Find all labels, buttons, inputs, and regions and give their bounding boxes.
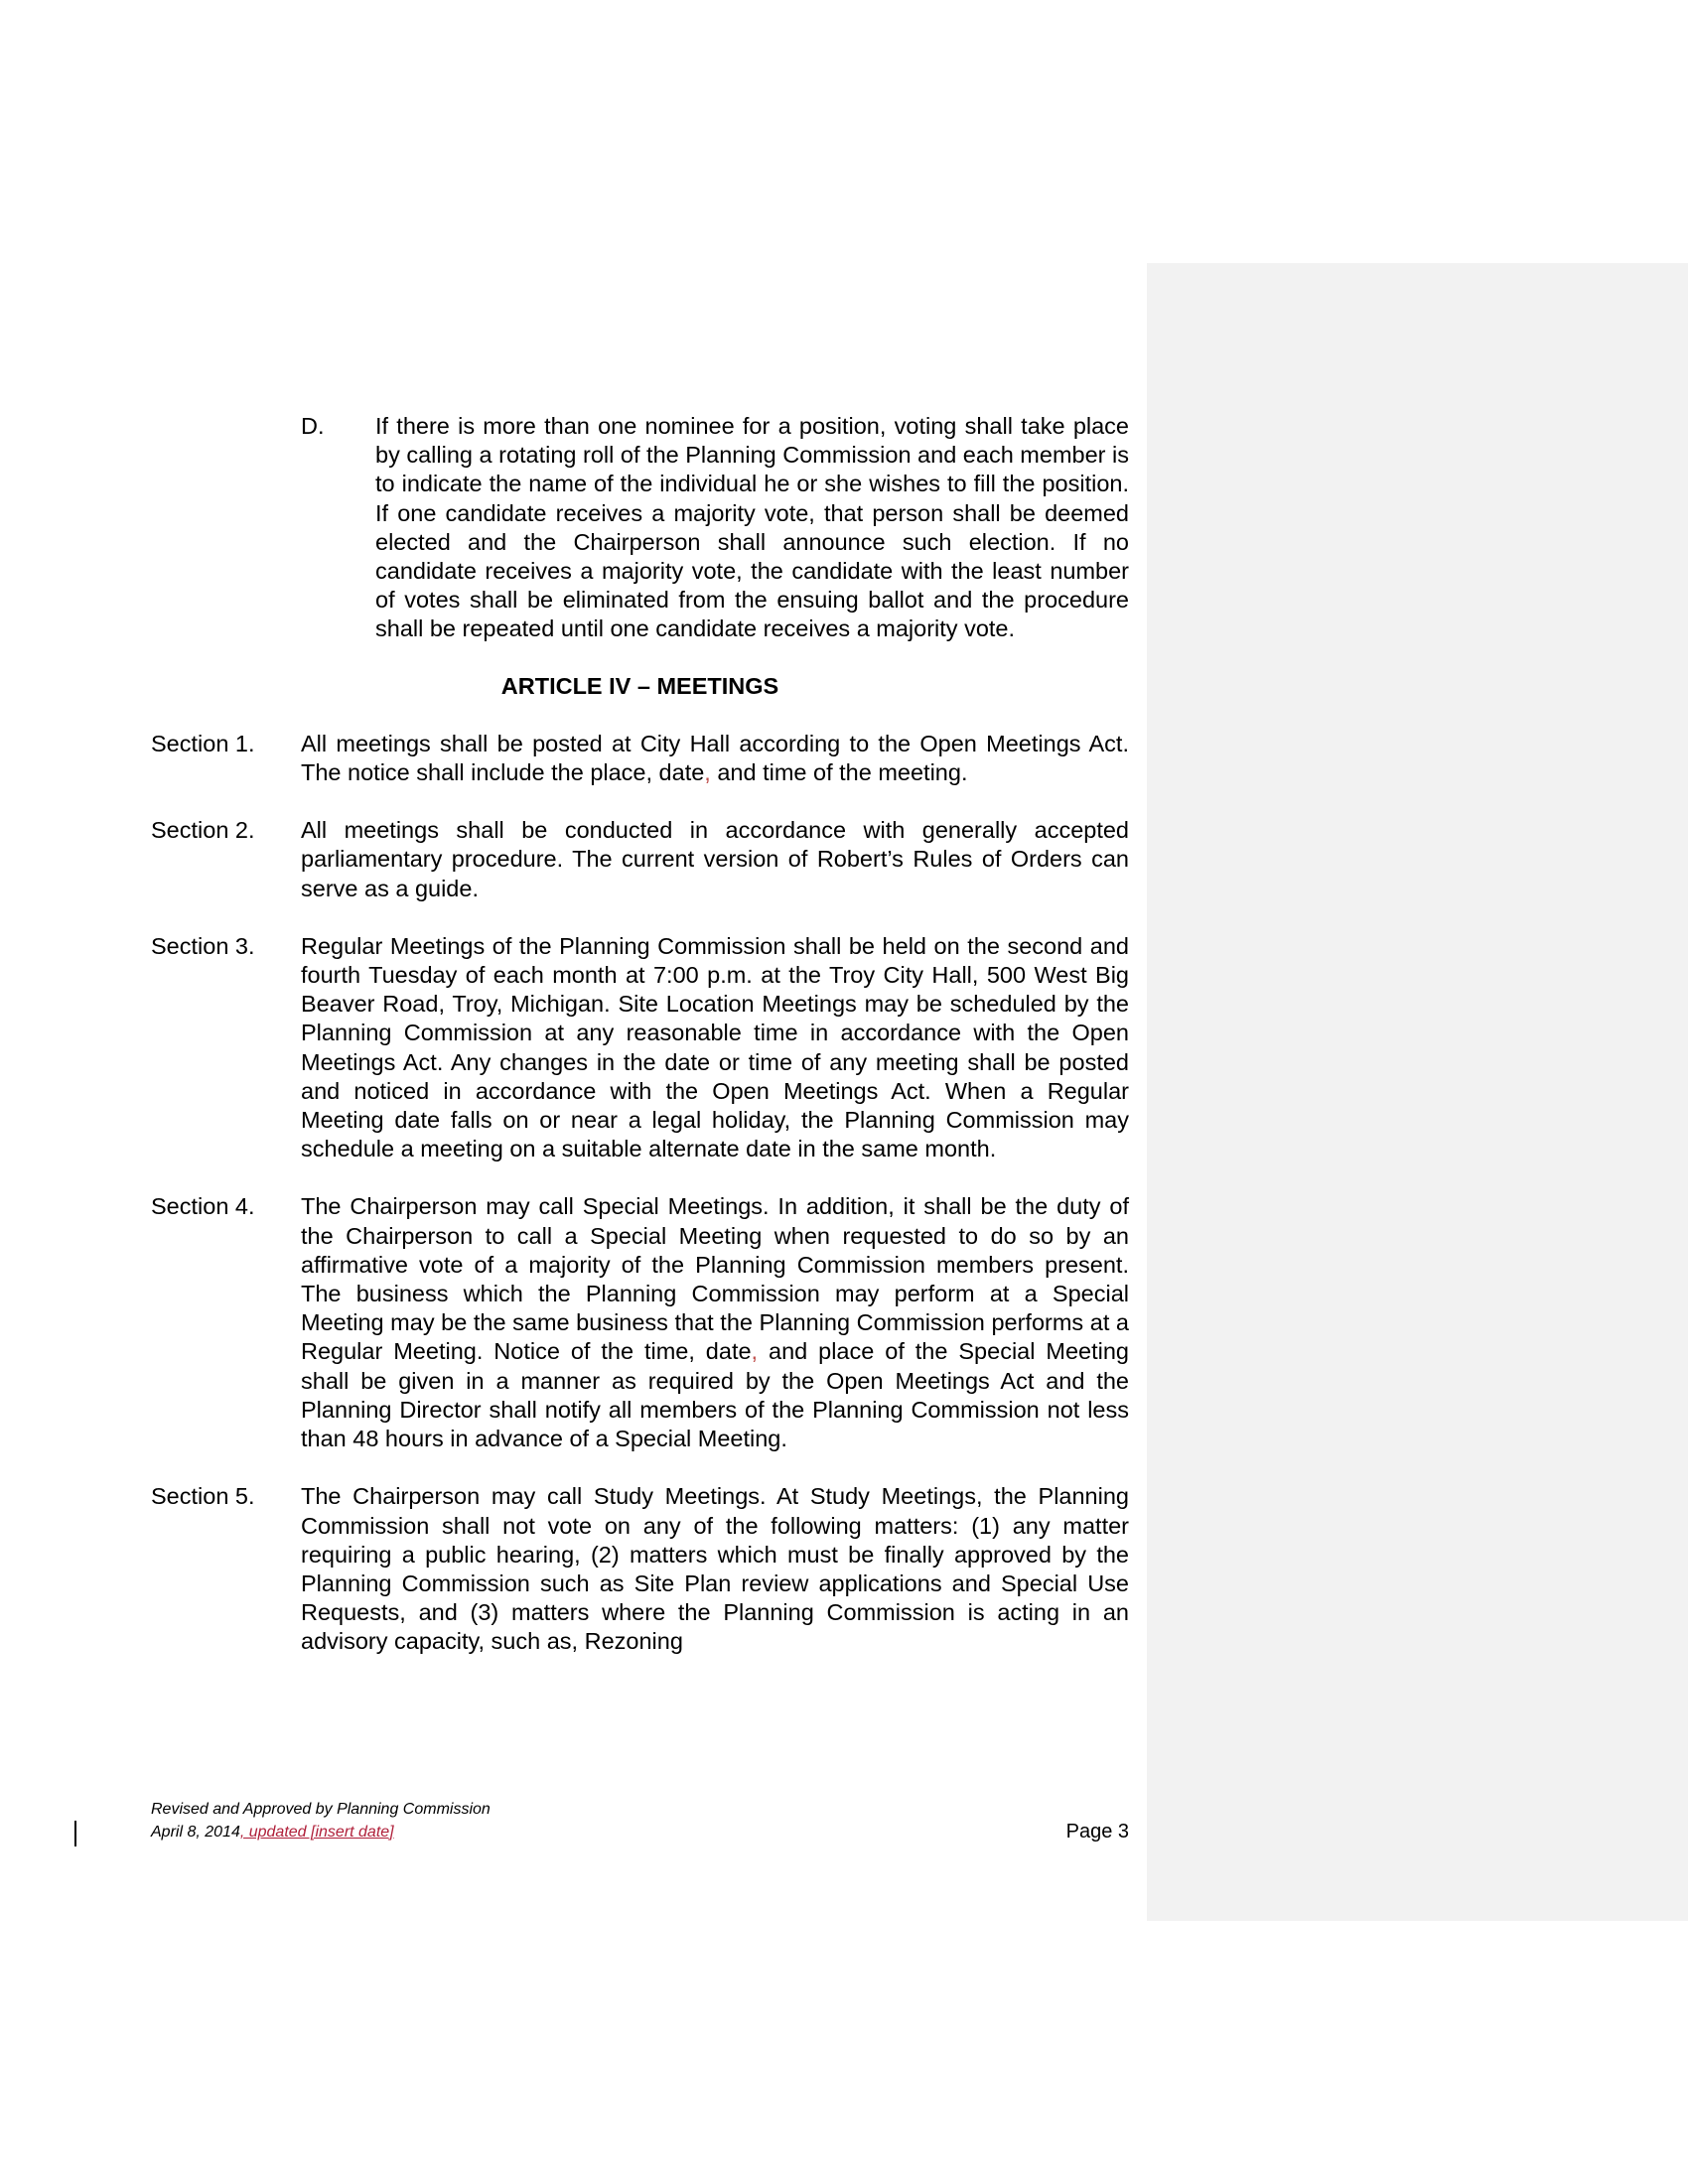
article-heading (151, 672, 1129, 701)
section-4-text-after: and place of the Special Meeting shall be given in a manner as required by the Open Meetings Act and the Planning Director shall notify all members of the Planning Commission not less than 48 hours in advance of a Special Meeting. (301, 1338, 1129, 1452)
comment-pane (1147, 263, 1688, 1921)
section-5-text: The Chairperson may call Study Meetings. At Study Meetings, the Planning Commission shall not vote on any of the following matters: (1) any matter requiring a public hearing, (2) matters which must be finally approved by the Planning Commission such as Site Plan review applications and Special Use Requests, and (3) matters where the Planning Commission is acting in an advisory capacity, such as, Rezoning (301, 1483, 1129, 1655)
footer-line-2 (151, 1821, 1129, 1843)
footer-tracked-insert: , updated [insert date] (239, 1824, 394, 1841)
section-4-text-before: The Chairperson may call Special Meetings. In addition, it shall be the duty of the Chairperson to call a Special Meeting when requested to do so by an affirmative vote of a majority of the Planning Commission members present. The business which the Planning Commission may perform at a Special Meeting may be the same business that the Planning Commission performs at a Regular Meeting. Notice of the time, date (301, 1193, 1129, 1365)
section-1-tracked-insert: , (704, 759, 711, 786)
paragraph-d (151, 412, 1129, 644)
section-3 (151, 932, 1129, 1164)
section-1-text-after: and time of the meeting. (710, 759, 968, 786)
footer-date: April 8, 2014 (151, 1824, 240, 1841)
section-2 (151, 816, 1129, 903)
article-heading-text: ARTICLE IV – MEETINGS (500, 672, 779, 699)
section-1-label: Section 1. (151, 730, 255, 756)
section-1-text-before: All meetings shall be posted at City Hall according to the Open Meetings Act. The notice shall include the place, date (301, 730, 1129, 786)
section-2-label: Section 2. (151, 817, 255, 844)
section-4 (151, 1192, 1129, 1453)
section-1 (151, 730, 1129, 787)
section-5-label: Section 5. (151, 1483, 255, 1510)
page-footer (151, 1798, 1129, 1843)
section-3-label: Section 3. (151, 932, 255, 959)
section-2-text: All meetings shall be conducted in accordance with generally accepted parliamentary procedure. The current version of Robert’s Rules of Orders can serve as a guide. (301, 817, 1129, 901)
section-4-label: Section 4. (151, 1193, 255, 1220)
section-5 (151, 1482, 1129, 1656)
paragraph-d-marker: D. (301, 413, 325, 439)
footer-line-1: Revised and Approved by Planning Commission (151, 1801, 491, 1818)
document-body (151, 412, 1129, 1686)
change-bar (74, 1821, 76, 1846)
paragraph-d-text: If there is more than one nominee for a position, voting shall take place by calling a rotating roll of the Planning Commission and each member is to indicate the name of the individual he or she wishes to fill the position. If one candidate receives a majority vote, that person shall be deemed elected and the Chairperson shall announce such election. If no candidate receives a majority vote, the candidate with the least number of votes shall be eliminated from the ensuing ballot and the procedure shall be repeated until one candidate receives a majority vote. (375, 413, 1129, 642)
section-4-tracked-insert: , (751, 1338, 759, 1365)
section-3-text: Regular Meetings of the Planning Commission shall be held on the second and fourth Tuesday of each month at 7:00 p.m. at the Troy City Hall, 500 West Big Beaver Road, Troy, Michigan. Site Location Meetings may be scheduled by the Planning Commission at any reasonable time in accordance with the Open Meetings Act. Any changes in the date or time of any meeting shall be posted and noticed in accordance with the Open Meetings Act. When a Regular Meeting date falls on or near a legal holiday, the Planning Commission may schedule a meeting on a suitable alternate date in the same month. (301, 932, 1129, 1162)
page-number: Page 3 (1065, 1821, 1129, 1843)
